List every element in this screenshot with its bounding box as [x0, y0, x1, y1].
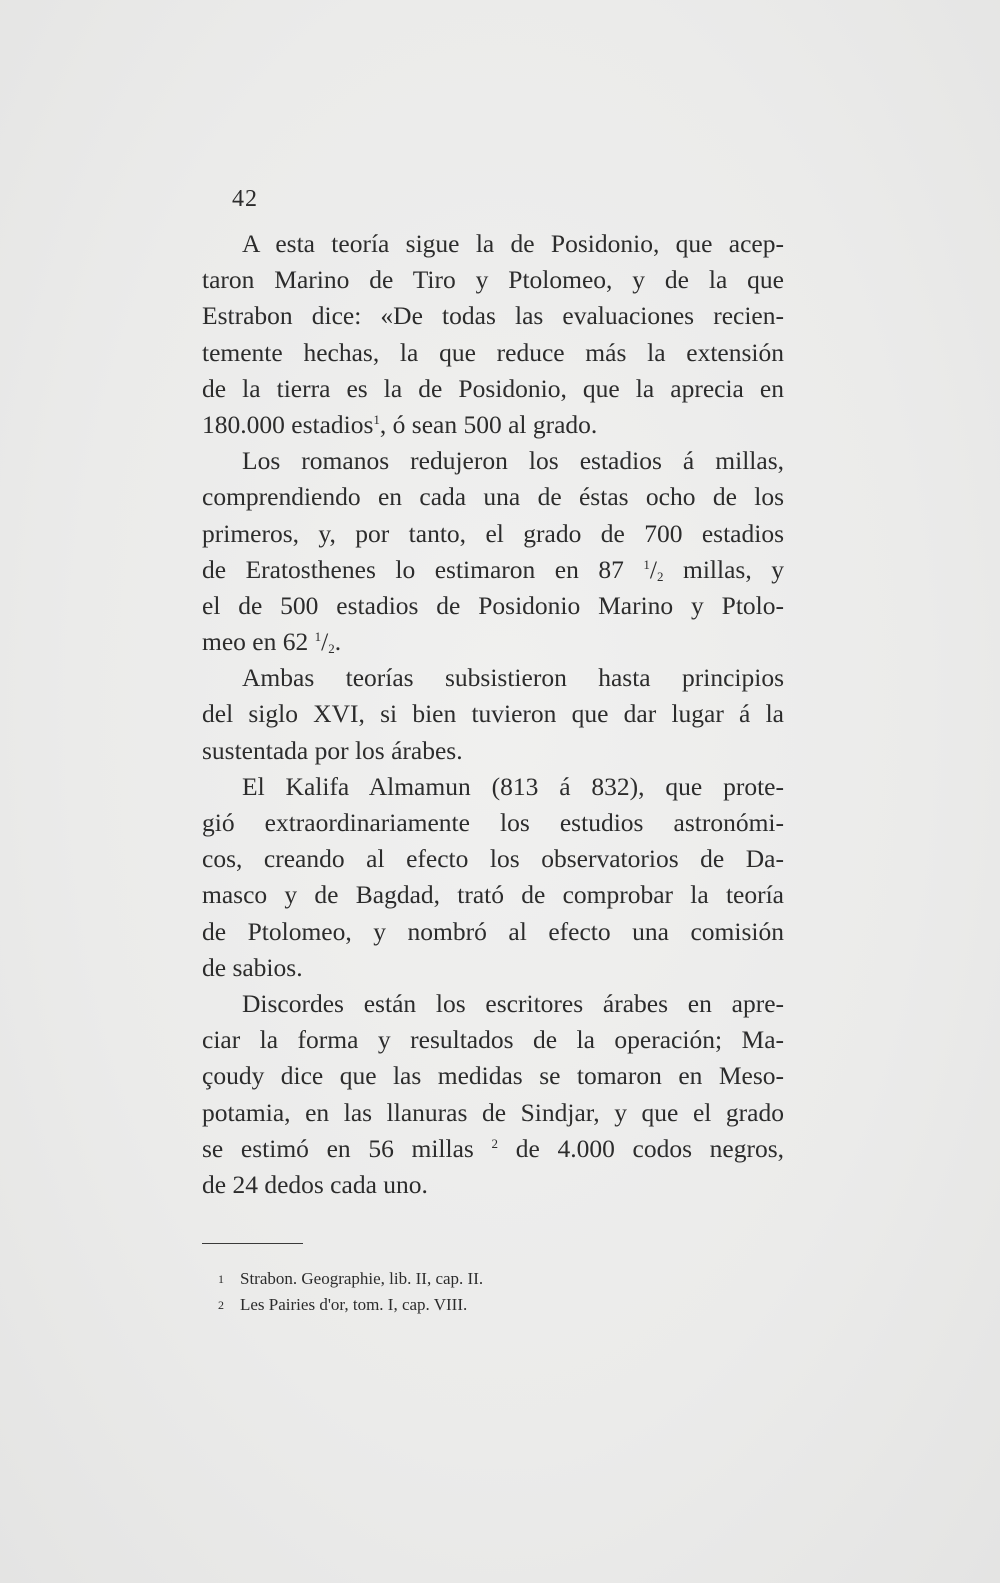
paragraph-5: [202, 986, 784, 1203]
text-line: masco y de Bagdad, trató de comprobar la teoría: [202, 880, 784, 910]
footnote-ref: 1: [373, 411, 380, 427]
text-line: meo en 62 $^1/_2$.: [202, 627, 342, 657]
text-segment: de 4.000 codos negros,: [498, 1133, 785, 1163]
footnote-number: 2: [218, 1298, 224, 1312]
fraction-numerator: 1: [314, 629, 322, 645]
fraction-denominator: 2: [657, 568, 664, 584]
text-segment: meo en 62: [202, 627, 309, 657]
text-line: el de 500 estadios de Posidonio Marino y Ptolo-: [202, 590, 784, 620]
text-line: ciar la forma y resultados de la operación; Ma-: [202, 1025, 784, 1055]
footnote-number: 1: [218, 1272, 224, 1286]
paragraph-4: [202, 769, 784, 986]
fraction-denominator: 2: [328, 641, 335, 657]
text-line: cos, creando al efecto los observatorios de Da-: [202, 844, 784, 874]
text-line: Estrabon dice: «De todas las evaluaciones recien-: [202, 301, 784, 331]
text-line: primeros, y, por tanto, el grado de 700 estadios: [202, 518, 784, 548]
footnote: [218, 1292, 483, 1318]
text-line: Discordes están los escritores árabes en apre-: [242, 988, 784, 1018]
text-line: potamia, en las llanuras de Sindjar, y que el grado: [202, 1097, 784, 1127]
footnotes: [218, 1266, 483, 1318]
text-line: comprendiendo en cada una de éstas ocho de los: [202, 482, 784, 512]
footnote-divider: [202, 1243, 303, 1244]
paragraph-3: [202, 660, 784, 769]
text-line: de sabios.: [202, 952, 303, 982]
text-segment: se estimó en 56 millas: [202, 1133, 474, 1163]
fraction-numerator: 1: [643, 556, 650, 572]
footnote: [218, 1266, 483, 1292]
text-line: temente hechas, la que reduce más la extensión: [202, 337, 784, 367]
text-line: [202, 407, 784, 443]
text-line: El Kalifa Almamun (813 á 832), que prote-: [242, 771, 784, 801]
text-line: çoudy dice que las medidas se tomaron en Meso-: [202, 1061, 784, 1091]
footnote-ref: 2: [491, 1135, 499, 1151]
text-line: de 24 dedos cada uno.: [202, 1169, 428, 1199]
text-segment: .: [334, 627, 342, 657]
text-line: [202, 1131, 784, 1167]
footnote-text: Strabon. Geographie, lib. II, cap. II.: [240, 1269, 484, 1288]
text-line: de Ptolomeo, y nombró al efecto una comisión: [202, 916, 784, 946]
text-line: de Eratosthenes lo estimaron en 87 $^1/_2$ millas, y: [202, 554, 784, 584]
text-line: taron Marino de Tiro y Ptolomeo, y de la que: [202, 265, 784, 295]
text-line: del siglo XVI, si bien tuvieron que dar lugar á la: [202, 699, 784, 729]
text-line: A esta teoría sigue la de Posidonio, que acep-: [242, 229, 784, 258]
text-line: Ambas teorías subsistieron hasta principios: [242, 663, 784, 693]
text-line: Los romanos redujeron los estadios á millas,: [242, 446, 784, 476]
paragraph-2: [202, 443, 784, 660]
text-line: sustentada por los árabes.: [202, 735, 463, 765]
text-segment: millas, y: [663, 554, 784, 584]
text-segment: de Eratosthenes lo estimaron en 87: [202, 554, 624, 584]
page-number: 42: [232, 186, 258, 212]
text-line: de la tierra es la de Posidonio, que la aprecia en: [202, 373, 784, 403]
body-text: [202, 226, 784, 1203]
paragraph-1: [202, 226, 784, 443]
text-line: gió extraordinariamente los estudios astronómi-: [202, 808, 784, 837]
text-segment: , ó sean 500 al grado.: [379, 409, 598, 439]
footnote-text: Les Pairies d'or, tom. I, cap. VIII.: [240, 1295, 468, 1314]
text-segment: 180.000 estadios: [202, 409, 374, 439]
